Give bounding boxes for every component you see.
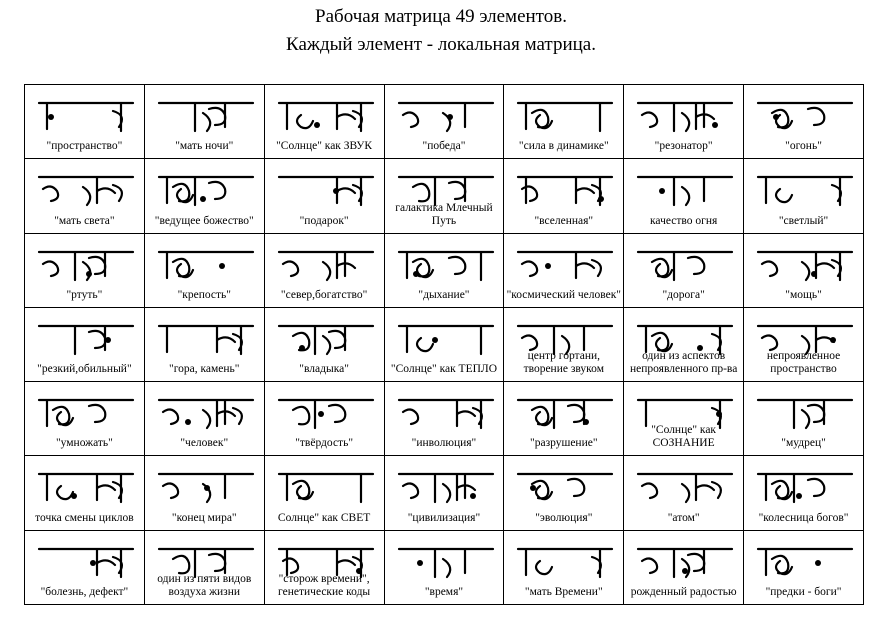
cell-caption: "атом" <box>667 511 700 524</box>
cell-caption: "болезнь, дефект" <box>40 586 129 598</box>
matrix-cell <box>25 456 145 530</box>
matrix-cell <box>744 456 864 530</box>
devanagari-glyph <box>634 165 736 211</box>
devanagari-glyph <box>754 165 856 211</box>
cell-caption: "Солнце" как СОЗНАНИЕ <box>651 424 717 450</box>
cell-caption: "подарок" <box>299 214 349 227</box>
devanagari-glyph <box>514 388 616 434</box>
cell-caption: "победа" <box>422 140 466 153</box>
matrix-cell <box>504 85 624 159</box>
cell-caption: "светлый" <box>778 214 829 227</box>
devanagari-glyph <box>395 537 497 583</box>
matrix-cell <box>264 159 384 233</box>
devanagari-glyph <box>514 240 616 286</box>
cell-caption: качество огня <box>650 214 718 227</box>
devanagari-glyph <box>395 91 497 137</box>
matrix-cell <box>624 530 744 604</box>
cell-caption: "цивилизация" <box>407 511 481 524</box>
devanagari-glyph <box>634 91 736 137</box>
cell-caption: "инволюция" <box>411 437 477 450</box>
devanagari-glyph <box>754 462 856 508</box>
matrix-cell <box>624 382 744 456</box>
cell-caption: "разрушение" <box>530 437 598 450</box>
cell-caption: "время" <box>424 586 464 598</box>
cell-caption: "мудрец" <box>781 437 826 450</box>
matrix-row <box>25 233 864 307</box>
cell-caption: "резкий,обильный" <box>37 363 132 376</box>
matrix-cell <box>264 530 384 604</box>
cell-caption: "колесница богов" <box>758 511 849 524</box>
matrix-cell <box>264 307 384 381</box>
devanagari-glyph <box>155 240 257 286</box>
matrix-cell <box>384 233 504 307</box>
devanagari-glyph <box>275 91 377 137</box>
matrix-cell <box>624 85 744 159</box>
cell-caption: "твёрдость" <box>295 437 354 450</box>
cell-caption: "огонь" <box>785 140 822 153</box>
devanagari-glyph <box>395 240 497 286</box>
matrix-cell <box>744 307 864 381</box>
matrix-cell <box>744 85 864 159</box>
cell-caption: "Солнце" как ТЕПЛО <box>390 363 498 376</box>
matrix-cell <box>264 382 384 456</box>
matrix-cell <box>264 233 384 307</box>
page-title-line-1: Рабочая матрица 49 элементов. <box>315 6 567 27</box>
cell-caption: "дорога" <box>662 288 705 301</box>
cell-caption: центр гортани, творение звуком <box>523 350 604 376</box>
cell-caption: "пространство" <box>46 140 123 153</box>
devanagari-glyph <box>395 314 497 360</box>
matrix-row <box>25 307 864 381</box>
matrix-cell <box>264 456 384 530</box>
devanagari-glyph <box>155 165 257 211</box>
cell-caption: точка смены циклов <box>35 511 134 524</box>
matrix-cell <box>744 233 864 307</box>
cell-caption: галактика Млечный Путь <box>395 201 493 227</box>
matrix-cell <box>25 382 145 456</box>
devanagari-glyph <box>275 314 377 360</box>
matrix-cell <box>144 456 264 530</box>
devanagari-glyph <box>514 91 616 137</box>
cell-caption: "сила в динамике" <box>518 140 609 153</box>
cell-caption: "Солнце" как ЗВУК <box>276 140 373 153</box>
matrix-cell <box>504 456 624 530</box>
devanagari-glyph <box>754 537 856 583</box>
devanagari-glyph <box>395 462 497 508</box>
matrix-table <box>24 84 864 605</box>
devanagari-glyph <box>514 537 616 583</box>
matrix-cell <box>144 382 264 456</box>
matrix-cell <box>504 307 624 381</box>
devanagari-glyph <box>35 537 137 583</box>
matrix-cell <box>624 233 744 307</box>
cell-caption: "дыхание" <box>418 288 470 301</box>
matrix-cell <box>384 159 504 233</box>
matrix-cell <box>25 85 145 159</box>
devanagari-glyph <box>395 388 497 434</box>
matrix-cell <box>384 382 504 456</box>
matrix-cell <box>264 85 384 159</box>
matrix-cell <box>744 382 864 456</box>
devanagari-glyph <box>35 388 137 434</box>
devanagari-glyph <box>275 165 377 211</box>
cell-caption: один из пяти видов воздуха жизни <box>157 573 252 598</box>
cell-caption: "умножать" <box>55 437 113 450</box>
matrix-row <box>25 530 864 604</box>
matrix-cell <box>144 85 264 159</box>
devanagari-glyph <box>35 314 137 360</box>
cell-caption: "мать света" <box>54 214 115 227</box>
devanagari-glyph <box>754 240 856 286</box>
matrix-cell <box>384 85 504 159</box>
cell-caption: "крепость" <box>177 288 231 301</box>
matrix-cell <box>25 530 145 604</box>
matrix-cell <box>744 530 864 604</box>
cell-caption: "человек" <box>180 437 229 450</box>
devanagari-glyph <box>155 314 257 360</box>
cell-caption: "эволюция" <box>535 511 593 524</box>
cell-caption: "мать Времени" <box>524 586 603 598</box>
matrix-cell <box>25 159 145 233</box>
matrix-row <box>25 382 864 456</box>
devanagari-glyph <box>514 462 616 508</box>
matrix-row <box>25 456 864 530</box>
cell-caption: "север,богатство" <box>280 288 368 301</box>
matrix-cell <box>144 307 264 381</box>
matrix-row <box>25 159 864 233</box>
matrix-cell <box>504 159 624 233</box>
matrix-cell <box>624 456 744 530</box>
matrix-cell <box>144 159 264 233</box>
cell-caption: "космический человек" <box>506 288 622 301</box>
cell-caption: "владыка" <box>299 363 349 376</box>
devanagari-glyph <box>155 388 257 434</box>
page-title-line-2: Каждый элемент - локальная матрица. <box>286 34 596 55</box>
matrix-cell <box>504 530 624 604</box>
devanagari-glyph <box>35 462 137 508</box>
matrix-cell <box>25 233 145 307</box>
cell-caption: "мать ночи" <box>175 140 234 153</box>
matrix-cell <box>144 530 264 604</box>
cell-caption: "вселенная" <box>534 214 594 227</box>
matrix-cell <box>144 233 264 307</box>
cell-caption: "конец мира" <box>171 511 237 524</box>
matrix-cell <box>624 159 744 233</box>
cell-caption: "гора, камень" <box>169 363 240 376</box>
devanagari-glyph <box>634 240 736 286</box>
devanagari-glyph <box>634 537 736 583</box>
cell-caption: "предки - боги" <box>765 586 842 598</box>
matrix-cell <box>744 159 864 233</box>
devanagari-glyph <box>754 91 856 137</box>
cell-caption: "ртуть" <box>66 288 103 301</box>
matrix-cell <box>504 382 624 456</box>
matrix-cell <box>384 530 504 604</box>
cell-caption: рожденный радостью <box>630 586 737 598</box>
matrix-cell <box>384 456 504 530</box>
devanagari-glyph <box>35 91 137 137</box>
cell-caption: "резонатор" <box>654 140 713 153</box>
devanagari-glyph <box>155 462 257 508</box>
devanagari-glyph <box>35 240 137 286</box>
cell-caption: непроявленное пространство <box>766 350 841 376</box>
devanagari-glyph <box>155 91 257 137</box>
matrix-cell <box>384 307 504 381</box>
cell-caption: Солнце" как СВЕТ <box>277 511 371 524</box>
matrix-cell <box>624 307 744 381</box>
devanagari-glyph <box>35 165 137 211</box>
devanagari-glyph <box>275 462 377 508</box>
devanagari-glyph <box>275 240 377 286</box>
cell-caption: "ведущее божество" <box>154 214 254 227</box>
devanagari-glyph <box>754 388 856 434</box>
matrix-cell <box>25 307 145 381</box>
devanagari-glyph <box>514 165 616 211</box>
devanagari-glyph <box>634 462 736 508</box>
cell-caption: "сторож времени", генетические коды <box>278 573 371 598</box>
matrix-cell <box>504 233 624 307</box>
cell-caption: один из аспектов непроявленного пр-ва <box>629 350 738 376</box>
matrix-row <box>25 85 864 159</box>
devanagari-glyph <box>275 388 377 434</box>
cell-caption: "мощь" <box>785 288 822 301</box>
